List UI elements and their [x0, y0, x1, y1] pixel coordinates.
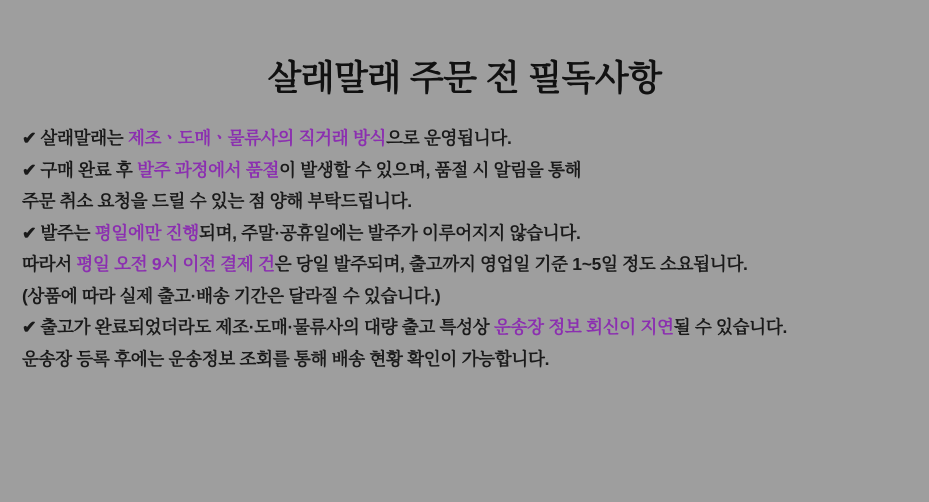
notice-text: 출고가 완료되었더라도 제조·도매·물류사의 대량 출고 특성상 [40, 317, 494, 337]
notice-text: 주문 취소 요청을 드릴 수 있는 점 양해 부탁드립니다. [22, 191, 412, 211]
check-icon: ✔ [22, 128, 37, 148]
check-icon: ✔ [22, 222, 37, 243]
highlighted-text: 평일 오전 9시 이전 결제 건 [76, 254, 275, 274]
notice-line [22, 222, 907, 243]
page-title: 살래말래 주문 전 필독사항 [267, 59, 662, 98]
highlighted-text: 평일에만 진행 [94, 222, 199, 243]
check-icon: ✔ [22, 317, 37, 337]
notice-line [22, 130, 907, 148]
notice-text: 운송장 등록 후에는 운송정보 조회를 통해 배송 현황 확인이 가능합니다. [22, 348, 550, 369]
notice-line [22, 256, 907, 274]
highlighted-text: 제조ㆍ도매ㆍ물류사의 직거래 방식 [127, 128, 387, 148]
notice-text: (상품에 따라 실제 출고·배송 기간은 달라질 수 있습니다.) [22, 285, 441, 306]
notice-text: 될 수 있습니다. [673, 317, 788, 337]
notice-body [0, 100, 929, 368]
notice-text: 살래말래는 [40, 128, 128, 148]
notice-line [22, 193, 907, 211]
notice-text: 따라서 [22, 254, 77, 274]
notice-line [22, 159, 907, 180]
notice-line [22, 348, 907, 369]
notice-text: 구매 완료 후 [40, 159, 138, 180]
notice-text: 은 당일 발주되며, 출고까지 영업일 기준 1~5일 정도 소요됩니다. [274, 254, 748, 274]
notice-text: 되며, 주말·공휴일에는 발주가 이루어지지 않습니다. [198, 222, 581, 243]
check-icon: ✔ [22, 159, 37, 180]
notice-text: 발주는 [40, 222, 95, 243]
notice-text: 이 발생할 수 있으며, 품절 시 알림을 통해 [279, 159, 582, 180]
notice-line [22, 285, 907, 306]
highlighted-text: 발주 과정에서 품절 [137, 159, 280, 180]
notice-text: 으로 운영됩니다. [386, 128, 512, 148]
highlighted-text: 운송장 정보 회신이 지연 [493, 317, 674, 337]
notice-line [22, 319, 907, 337]
